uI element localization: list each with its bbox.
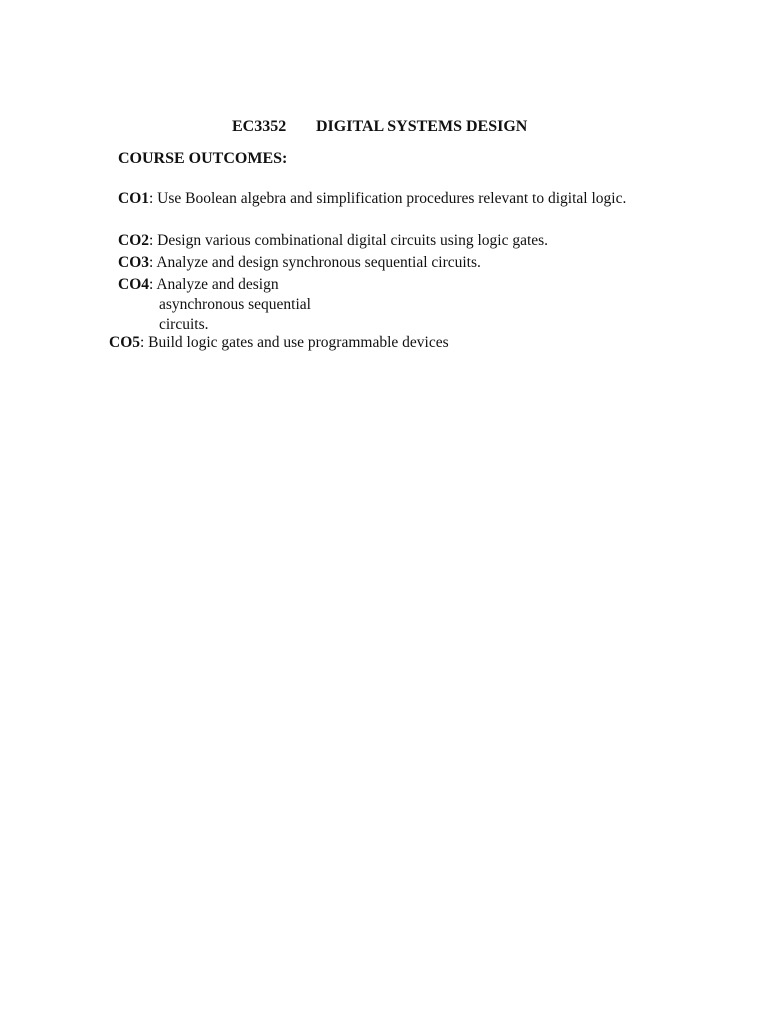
outcome-label: CO1 — [118, 190, 149, 207]
outcome-label: CO3 — [118, 254, 149, 271]
course-outcome-4 — [118, 275, 328, 335]
section-title: COURSE OUTCOMES: — [118, 150, 288, 167]
outcome-text: : Analyze and design synchronous sequential circuits. — [149, 254, 481, 271]
course-outcome-2 — [118, 231, 548, 251]
course-heading — [232, 118, 527, 136]
outcome-text: : Use Boolean algebra and simplification procedures relevant to digital logic. — [149, 190, 627, 207]
outcome-label: CO5 — [109, 334, 140, 351]
course-outcome-5 — [109, 333, 449, 353]
course-outcome-3 — [118, 253, 481, 273]
course-title: DIGITAL SYSTEMS DESIGN — [316, 118, 528, 135]
outcome-label: CO2 — [118, 232, 149, 249]
outcome-text: : Build logic gates and use programmable devices — [140, 334, 449, 351]
course-code: EC3352 — [232, 118, 287, 135]
outcome-text-continued: asynchronous sequential — [159, 296, 311, 313]
outcome-label: CO4 — [118, 276, 149, 293]
outcome-text-continued: circuits. — [159, 316, 209, 333]
course-outcome-1 — [118, 189, 638, 209]
outcome-text: : Design various combinational digital circuits using logic gates. — [149, 232, 549, 249]
outcome-text: : Analyze and design — [149, 276, 279, 293]
